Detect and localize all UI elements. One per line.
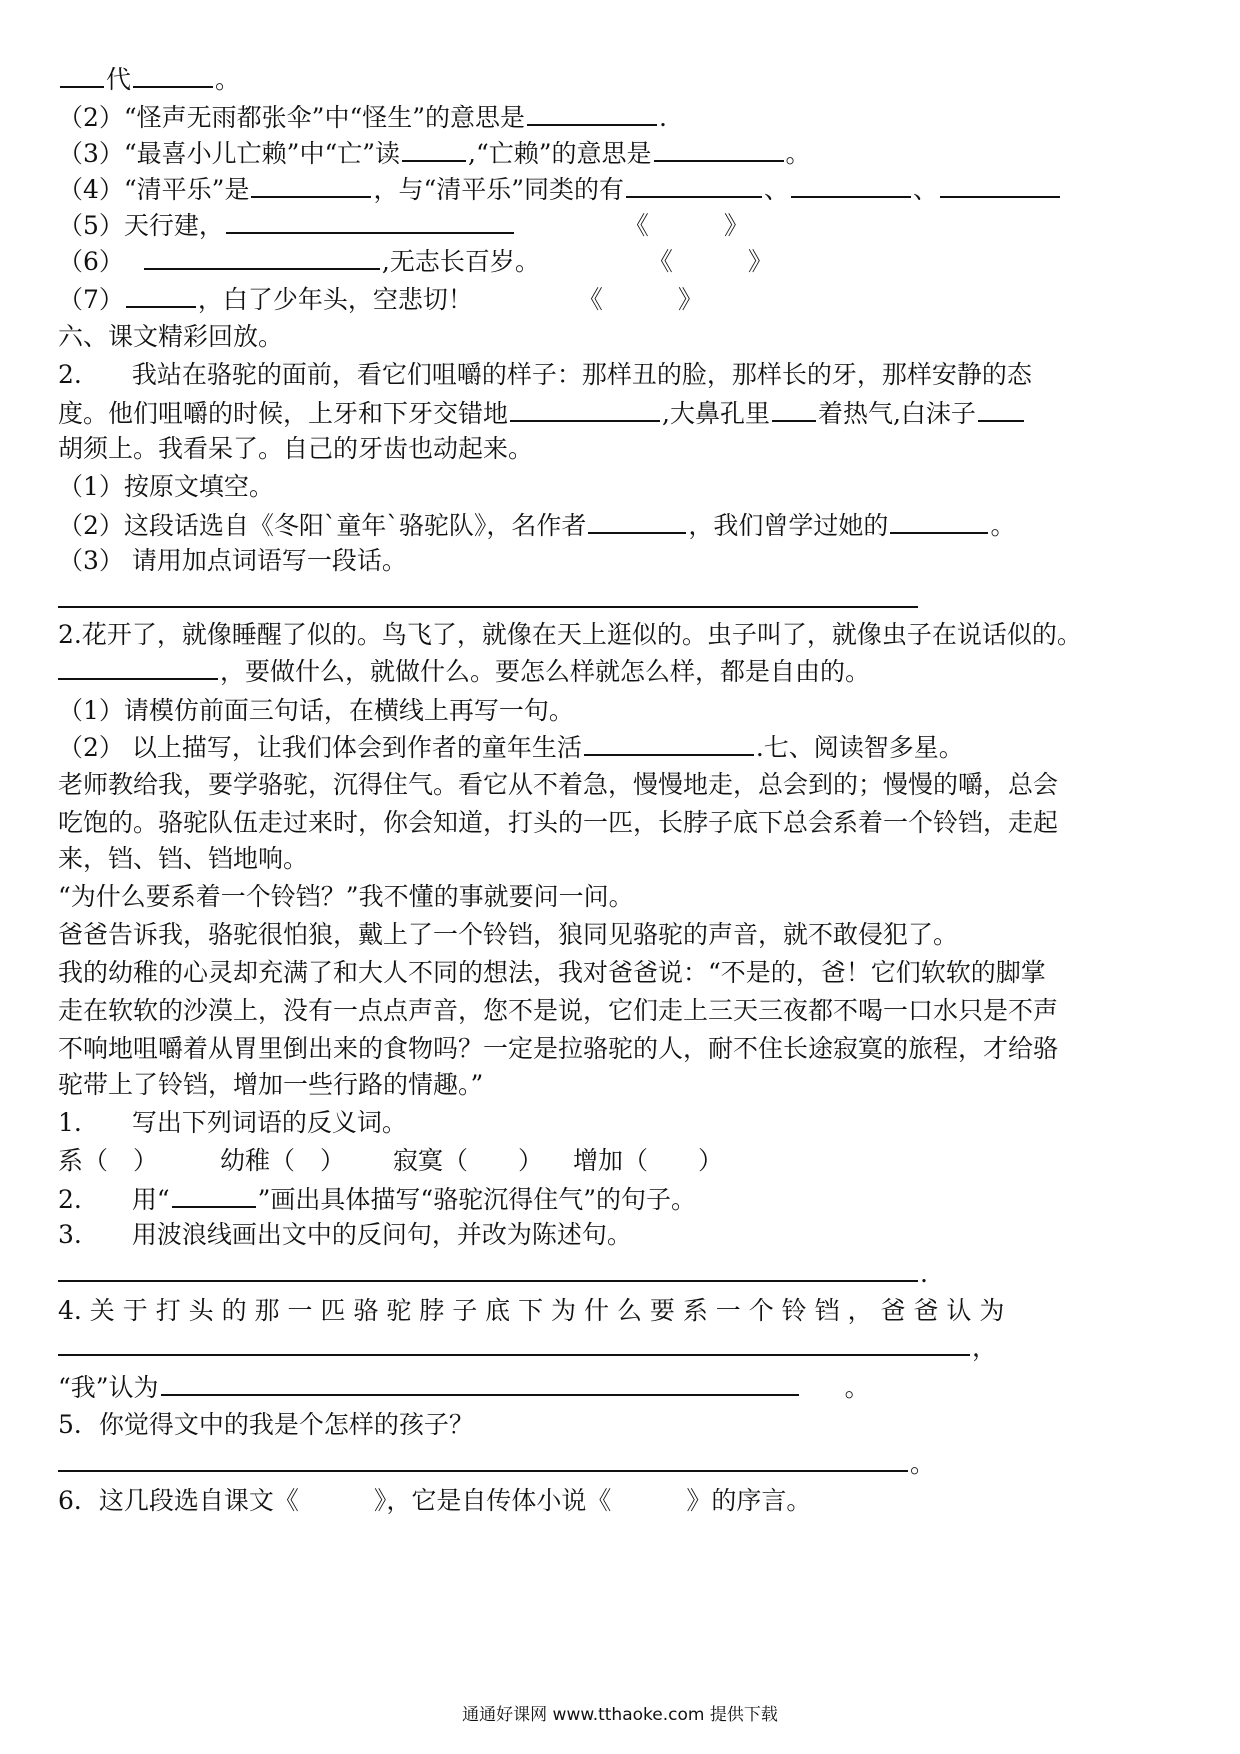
text: （2）这段话选自《冬阳`童年`骆驼队》，名作者 bbox=[58, 511, 587, 540]
blank[interactable] bbox=[58, 654, 218, 680]
exercise-6: 6．这几段选自课文《 》，它是自传体小说《 》的序言。 bbox=[58, 1486, 812, 1515]
exercise-4: 4. 关 于 打 头 的 那 一 匹 骆 驼 脖 子 底 下 为 什 么 要 系 一 个 铃 铛 ， 爸 爸 认 为 bbox=[58, 1296, 1005, 1325]
answer-line[interactable] bbox=[58, 1330, 970, 1356]
blank[interactable] bbox=[588, 508, 686, 534]
exercise-3: 3. 用波浪线画出文中的反问句，并改为陈述句。 bbox=[58, 1220, 632, 1249]
text: 2. 用“ bbox=[58, 1185, 170, 1214]
question-2 bbox=[58, 508, 1190, 543]
exercise-5-answer bbox=[58, 1446, 1190, 1481]
text: ,大鼻孔里 bbox=[662, 399, 770, 428]
text: 着热气,白沫子 bbox=[817, 399, 976, 428]
text: （4）“清平乐”是 bbox=[58, 175, 250, 204]
reading-line-3: 来，铛、铛、铛地响。 bbox=[58, 844, 309, 873]
word-item: 幼稚（ ） bbox=[220, 1146, 346, 1175]
reading-line-6: 我的幼稚的心灵却充满了和大人不同的想法，我对爸爸说：“不是的，爸！它们软软的脚掌 bbox=[58, 958, 1046, 987]
line-5 bbox=[58, 208, 1190, 243]
text: ， bbox=[972, 1333, 998, 1362]
text: 。 bbox=[785, 139, 811, 168]
passage-2-line-2 bbox=[58, 396, 1190, 431]
blank[interactable] bbox=[791, 172, 911, 198]
reading-line-1: 老师教给我，要学骆驼，沉得住气。看它从不着急，慢慢地走，总会到的；慢慢的嚼，总会 bbox=[58, 770, 1059, 799]
passage-3-line-2 bbox=[58, 654, 1190, 689]
exercise-1-words bbox=[58, 1144, 1190, 1178]
blank[interactable] bbox=[133, 62, 213, 88]
text: 。 bbox=[990, 511, 1016, 540]
text: （2）“怪声无雨都张伞”中“怪生”的意思是 bbox=[58, 103, 526, 132]
text: ,“亡赖”的意思是 bbox=[468, 139, 652, 168]
passage-2-line-1: 2. 我站在骆驼的面前，看它们咀嚼的样子：那样丑的脸，那样长的牙，那样安静的态 bbox=[58, 360, 1032, 389]
text: 。 bbox=[910, 1449, 936, 1478]
blank[interactable] bbox=[60, 62, 104, 88]
text: “我”认为 bbox=[58, 1373, 159, 1402]
answer-line[interactable] bbox=[161, 1370, 799, 1396]
footer-source: 通通好课网 www.tthaoke.com 提供下载 bbox=[462, 1705, 778, 1725]
text: . bbox=[920, 1259, 928, 1288]
title-brackets: 《 》 bbox=[647, 247, 773, 276]
title-brackets: 《 》 bbox=[577, 285, 703, 314]
reading-line-9: 驼带上了铃铛，增加一些行路的情趣。” bbox=[58, 1070, 484, 1099]
section-6-title: 六、课文精彩回放。 bbox=[58, 322, 284, 351]
underline-sample bbox=[172, 1182, 256, 1208]
text: . bbox=[659, 103, 667, 132]
reading-line-4: “为什么要系着一个铃铛？”我不懂的事就要问一问。 bbox=[58, 882, 634, 911]
blank[interactable] bbox=[978, 396, 1024, 422]
request-1: （1）请模仿前面三句话，在横线上再写一句。 bbox=[58, 696, 574, 725]
line-3 bbox=[58, 136, 1190, 171]
answer-line[interactable] bbox=[58, 1446, 908, 1472]
word-item: 寂寞（ ） bbox=[393, 1146, 544, 1175]
blank[interactable] bbox=[772, 396, 816, 422]
word-item: 系（ ） bbox=[58, 1146, 159, 1175]
blank[interactable] bbox=[584, 730, 754, 756]
text: 代 bbox=[106, 65, 132, 94]
reading-line-8: 不响地咀嚼着从胃里倒出来的食物吗？一定是拉骆驼的人，耐不住长途寂寞的旅程，才给骆 bbox=[58, 1034, 1059, 1063]
reading-line-7: 走在软软的沙漠上，没有一点点声音，您不是说，它们走上三天三夜都不喝一口水只是不声 bbox=[58, 996, 1059, 1025]
blank[interactable] bbox=[890, 508, 988, 534]
line-2 bbox=[58, 100, 1190, 135]
exercise-4-answer bbox=[58, 1330, 1190, 1365]
text: （2） 以上描写，让我们体会到作者的童年生活 bbox=[58, 733, 582, 762]
reading-line-2: 吃饱的。骆驼队伍走过来时，你会知道，打头的一匹，长脖子底下总会系着一个铃铛，走起 bbox=[58, 808, 1059, 837]
passage-3-line-1: 2.花开了，就像睡醒了似的。鸟飞了，就像在天上逛似的。虫子叫了，就像虫子在说话似的。 bbox=[58, 620, 1082, 649]
exercise-4-my-view bbox=[58, 1370, 1190, 1405]
exercise-2 bbox=[58, 1182, 1190, 1217]
text: ,无志长百岁。 bbox=[381, 247, 540, 276]
text: （7） bbox=[58, 285, 124, 314]
text: 度。他们咀嚼的时候，上牙和下牙交错地 bbox=[58, 399, 509, 428]
blank[interactable] bbox=[402, 136, 466, 162]
request-2 bbox=[58, 730, 1190, 765]
question-1: （1）按原文填空。 bbox=[58, 472, 274, 501]
text: （3）“最喜小儿亡赖”中“亡”读 bbox=[58, 139, 401, 168]
exercise-5: 5．你觉得文中的我是个怎样的孩子？ bbox=[58, 1410, 474, 1439]
answer-line[interactable] bbox=[58, 606, 918, 608]
exercise-1: 1. 写出下列词语的反义词。 bbox=[58, 1108, 407, 1137]
text: （5）天行建， bbox=[58, 211, 224, 240]
text: ，我们曾学过她的 bbox=[688, 511, 889, 540]
blank[interactable] bbox=[144, 244, 380, 270]
blank[interactable] bbox=[654, 136, 784, 162]
question-3: （3） 请用加点词语写一段话。 bbox=[58, 546, 407, 575]
title-brackets: 《 》 bbox=[623, 211, 749, 240]
answer-line[interactable] bbox=[58, 1256, 918, 1282]
text: 。 bbox=[844, 1373, 870, 1402]
text: ，白了少年头，空悲切！ bbox=[197, 285, 473, 314]
blank[interactable] bbox=[226, 208, 514, 234]
line-7 bbox=[58, 282, 1190, 317]
blank[interactable] bbox=[940, 172, 1060, 198]
line-4 bbox=[58, 172, 1190, 207]
text: 、 bbox=[913, 175, 939, 204]
text: ”画出具体描写“骆驼沉得住气”的句子。 bbox=[257, 1185, 696, 1214]
word-item: 增加（ ） bbox=[573, 1146, 724, 1175]
passage-2-line-3: 胡须上。我看呆了。自己的牙齿也动起来。 bbox=[58, 434, 534, 463]
text: 、 bbox=[764, 175, 790, 204]
text: .七、阅读智多星。 bbox=[755, 733, 964, 762]
reading-line-5: 爸爸告诉我，骆驼很怕狼，戴上了一个铃铛，狼同见骆驼的声音，就不敢侵犯了。 bbox=[58, 920, 959, 949]
blank[interactable] bbox=[251, 172, 371, 198]
exercise-3-answer bbox=[58, 1256, 1190, 1291]
blank[interactable] bbox=[126, 282, 196, 308]
blank[interactable] bbox=[527, 100, 657, 126]
blank[interactable] bbox=[510, 396, 660, 422]
text: ，与“清平乐”同类的有 bbox=[373, 175, 625, 204]
line-1 bbox=[58, 62, 1190, 97]
text: 。 bbox=[215, 65, 241, 94]
text: ，要做什么，就做什么。要怎么样就怎么样，都是自由的。 bbox=[220, 657, 871, 686]
text: （6） bbox=[58, 247, 124, 276]
line-6 bbox=[58, 244, 1190, 279]
blank[interactable] bbox=[626, 172, 762, 198]
